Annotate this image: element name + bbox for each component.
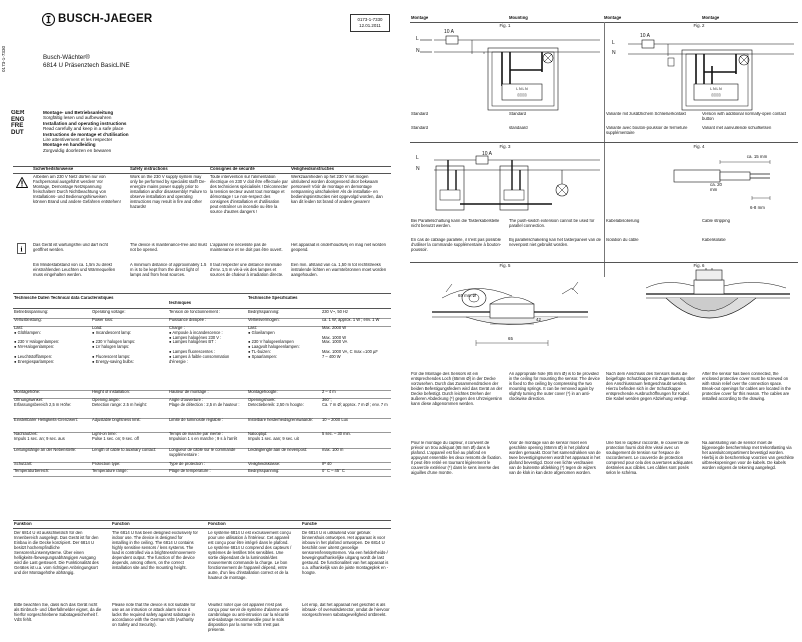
safety-text-dut-3: Een min. afstand van ca. 1,50 m tot rechtstreeks instralende lichten en warmtebronnen moet worden aangehouden. (291, 263, 387, 277)
safety-text-fre-2: L'appareil ne nécessite pas de maintenance et ne doit pas être ouvert. (210, 243, 283, 252)
tech-cell-r0-c1: Operating voltage: (92, 310, 126, 314)
cap3-fre: Kabelabisolierung (606, 219, 640, 223)
safety-text-eng-1: Work on the 230 V supply system may only be performed by specialist staff! De-energize mains power supply prior to installation and/or disassembly! Failure to observe installation and operating instructions may result in fire and other hazards! (130, 175, 207, 209)
tech-cell-r0-c2: Tension de fonctionnement : (169, 310, 221, 314)
tech-cell-r7-c2: Longueur de câble sur le commande supplémentaire : (169, 448, 236, 457)
tech-header-2: techniques (169, 301, 192, 305)
fig2-label: Fig. 2 (693, 23, 705, 28)
lang-fre: FRE (11, 122, 24, 130)
mount-text-eng-1: An appropriate hole (65 mm Ø) is to be provided in the ceiling for mounting the sensor. The device is fixed to the ceiling by compressing the two mounting springs. It can be removed again by slightly turning the outer cover (*) in an anti-clockwise direction. (509, 372, 600, 401)
tech-header-1: Technische Daten Technical data Caractéristiques (14, 296, 114, 300)
safety-text-dut-2: Het apparaat is onderhoudsvrij en mag niet worden geopend. (291, 243, 386, 252)
mount-header-eng: Mounting (509, 16, 528, 20)
doc-code: 0173-1-7330 (357, 17, 383, 22)
tech-cell-r5-c4: 10 – 2000 Lux (322, 418, 348, 422)
cap1b-eng: standaard (509, 126, 528, 130)
cap3b-dut: Kabelisolatie (702, 238, 726, 242)
cap1-dut: Version with additional normally-open contact button (702, 112, 787, 121)
safety-header-ger: Sicherheitshinweise (33, 167, 74, 171)
mount-text-eng-2: Voor de montage van de sensor moet een geschikte opening (65mm Ø) in het plafond worden gemaakt. Door het samendrukken van de twee bevestigingsveren wordt het apparaat in het plafond bevestigd. Door een lichte verdraaien van de buitenste afdekking (*) tegen de wijzers van de klok in kan deze afgenomen worden. (509, 441, 601, 475)
cap1b-dut: Variant met aanvullende schuifketsen (702, 126, 772, 130)
tech-cell-r1-c1: Power loss: (92, 318, 114, 322)
fig4-label: Fig. 4 (693, 144, 705, 149)
tech-cell-r9-c1: Temperature range: (92, 469, 128, 473)
fig4-dim1: ca. 15 mm (746, 154, 768, 159)
fig2-wiring-diagram (606, 30, 796, 112)
warning-triangle-icon (16, 177, 28, 188)
tech-cell-r9-c4: 0° C – 45° C (322, 469, 345, 473)
tech-cell-r6-c1: Light-on time: Pulse 1 sec. on; 9 sec. off (92, 432, 139, 441)
tech-cell-r3-c1: Height of installation: (92, 390, 131, 394)
cap3-eng: The push-switch extension cannot be used for parallel connection. (509, 219, 595, 228)
tech-cell-r1-c0: Verlustleistung: (14, 318, 42, 322)
cap1-eng: Standard (509, 112, 526, 116)
fig3-wiring-diagram (412, 150, 602, 214)
fig4-dim3: 6-8 mm (750, 205, 765, 210)
svg-text:i: i (20, 245, 23, 254)
tech-row-divider (13, 476, 391, 477)
function-text-ger-2: Bitte beachten Sie, dass sich das Gerät nicht als Einbruch- und Überfallmelder eignet, da die hierfür vorgeschriebene Sabotagesicherheit f. VdS fehlt. (14, 603, 102, 622)
tech-cell-r8-c1: Protection type: (92, 462, 121, 466)
tech-cell-r1-c3: Verliesvermogen: (248, 318, 280, 322)
function-text-dut-2: Let erop, dat het apparaat niet geschikt is als inbraak- of overvalsdetector, omdat de hiervoor voorgeschreven sabotagevellgheid ontbreekt. (302, 603, 390, 617)
tech-cell-r1-c2: Puissance dissipée : (169, 318, 207, 322)
mount-text-dut-1: After the sensor has been connected, the enclosed protective cover must be screwed on with strain relief over the connection space. Break-out openings for cables are located in the protective cover for this reason. The cables are installed according to the drawing. (702, 372, 791, 401)
lang-dut: DUT (11, 128, 24, 136)
fig3-fuse: 10 A (482, 151, 493, 157)
fig5-dim-42: 42 (536, 317, 541, 322)
busch-jaeger-logo-icon (42, 13, 55, 26)
cap1b-ger: Standard (411, 126, 428, 130)
mount-text-fre-1: Nach dem Anschluss des Sensors muss die beigefügte Schutzkappe mit Zugentlastung über den Anschlussraum festgeschraubt werden. Hierzu befinden sich in der Schutzkappe entsprechende Ausbruchöffnungen für Kabel. Die Kabel werden gegen Abziehung verlegt. (606, 372, 695, 401)
tech-cell-r4-c1: Opening angle: Detection range: 2.5 m height: (92, 398, 147, 407)
tech-cell-r5-c0: Einstellbarer Helligkeits-Grenzwert: (14, 418, 78, 422)
safety-text-eng-3: A minimum distance of approximately 1.5 m is to be kept from the direct light of lamps and from heat sources. (130, 263, 207, 277)
side-code: 0173-1-7330 (1, 45, 6, 72)
fig1-fuse: 10 A (444, 29, 455, 35)
tech-cell-r6-c0: Nachlaufzeit: Impuls 1 sec. an; 9 sec. aus (14, 432, 65, 441)
brand-name: BUSCH-JAEGER (58, 13, 153, 25)
function-text-fre-1: Le système 6814 U est exclusivement conçu pour une utilisation à l'intérieur. Cet appareil est conçu pour être intégré dans le plafond. Le système 6814 U comprend des capteurs / systèmes de lentilles très sensibles. Une sortie dépendant de la luminosité/des mouvements commande la charge. Le bon fonctionnement de l'appareil dépend, entre autre, d'un lieu d'installation correct et de la hauteur de montage. (208, 531, 292, 580)
tech-cell-r6-c3: Nalooptijd: Impuls 1 sec. aan; 9 sec. uit (248, 432, 299, 441)
mount-header-fre: Montage (604, 16, 622, 20)
tech-cell-r4-c2: Angle d'ouverture : Plage de détection : 2,5 m de hauteur : (169, 398, 240, 407)
tech-cell-r5-c3: Instelbare helderheidsgrenswaarde: (248, 418, 314, 422)
safety-text-ger-3: Ein Mindestabstand von ca. 1,5m zu direkt einstrahlenden Leuchten und Wärmequellen muss eingehalten werden. (33, 263, 116, 277)
tech-cell-r9-c2: Plage de température : (169, 469, 211, 473)
function-header-fre: Fonction (208, 522, 226, 526)
function-text-dut-1: De 6814 U is uitsluitend voor gebruik binnenshuis ontworpen. Het apparaat is voor inbouw in het plafond ontworpen. De 6814 U beschikt over uiterst gevoelige sensoren/lenssystemen. Via een helderheids-/ bewegingsafhankelijke uitgang wordt de last gestuurd. De functionaliteit van het apparaat is o.a. afhankelijk van de juiste montageplek en -hoogte. (302, 531, 389, 575)
mount-text-dut-2: Na aansluiting van de sensor moet de bijgevoegde beschermkap met trekontlasting via het aansluitcompartiment bevestigd worden. Hierbij is de beschermkap voorzien van geschikte uitbreekopeningen voor de kabels. De kabels worden volgens de tekening aangelegd. (702, 441, 794, 470)
function-header-dut: Functie (302, 522, 317, 526)
tech-cell-r0-c0: Betriebsspannung: (14, 310, 49, 314)
mount-header-dut: Montage (702, 16, 720, 20)
function-text-eng-2: Please note that the device is not suitable for use as an intrusion or attack alarm since it lacks the required safety against sabotage in accordance with the German VdS (Authority on Safety and Security). (112, 603, 196, 627)
lang-eng: ENG (11, 115, 25, 123)
tech-cell-r6-c2: Temps de marche par inertie : Impulsion 1 s en marche ; 9 s à l'arrêt (169, 432, 238, 441)
tech-cell-r0-c4: 230 V~, 50 Hz (322, 310, 349, 314)
svg-text:▯▯▯▯▯: ▯▯▯▯▯ (711, 93, 721, 97)
svg-text:▯▯▯▯▯: ▯▯▯▯▯ (517, 93, 527, 97)
fig2-fuse: 10 A (640, 33, 651, 39)
tech-cell-r2-c1: Load: ● Incandescent lamp: ● 230 V halogen lamps: ● LV halogen lamps: ● Fluorescent lamps: ● Energy-saving bulbs: (92, 326, 136, 364)
function-header-eng: Function (112, 522, 130, 526)
tech-cell-r3-c4: 2 – 4 m (322, 390, 336, 394)
safety-text-fre-1: Toute intervention sur l'alimentation électrique en 230 V doit être effectuée par des techniciens spécialisés ! Déconnecter la tension secteur avant tout montage et démontage ! Le non-respect des consignes d'installation et d'utilisation peut entraîner un incendie ou être la source d'autres dangers ! (210, 175, 288, 214)
fig3-N: N (416, 166, 420, 172)
cap1-fre: Variante mit zusätzlichem Schließerkontakt (606, 112, 686, 116)
cap3b-ger: En cas de câblage parallèle, il n'est pas possible d'utiliser la commande supplémentaire à bouton-poussoir. (411, 238, 502, 252)
cap3b-fre: Isolation du câble (606, 238, 639, 242)
tech-cell-r7-c0: Leitungslänge an der Nebenstelle: (14, 448, 77, 452)
fig1-label: Fig. 1 (499, 23, 511, 28)
tech-cell-r5-c1: Adjustable brightness limit: (92, 418, 141, 422)
fig4-dim2: ca. 20 mm (710, 182, 722, 192)
safety-header-fre: Consignes de sécurité (210, 167, 255, 171)
product-title: Busch-Wächter® 6814 U Präsenztech BasicLINE (43, 54, 130, 69)
mount-text-fre-2: Une fois le capteur raccordé, le couvercle de protection fourni doit être vissé avec un soulagement de tension sur l'espace de raccordement. Le couvercle de protection comprend pour cela des ouvertures adéquates destinées aux câbles. Les câbles sont posés selon le schéma. (606, 441, 693, 475)
cap3-dut: Cable stripping (702, 219, 730, 223)
safety-text-eng-2: The device is maintenance-free and must not be opened. (130, 243, 207, 252)
mount-header-ger: Montage (411, 16, 429, 20)
safety-text-ger-1: Arbeiten am 230 V Netz dürfen nur von Fachpersonal ausgeführt werden! Vor Montage, Demontage Netzspannung freischalten! Durch Nichtbeachtung von Installations- und Bedienungshinweisen können Brand und andere Gefahren entstehen! (33, 175, 121, 204)
tech-cell-r4-c4: 360°; Ca. 7 m Ø; approx. 7 m Ø ; env. 7 m (322, 398, 388, 407)
fig3-label: Fig. 3 (499, 144, 511, 149)
tech-cell-r9-c0: Temperaturbereich: (14, 469, 50, 473)
fig2-L: L (612, 40, 615, 46)
tech-cell-r2-c0: Last: ● Glühlampen: ● 230 V Halogenlampen: ● NV-Halogenlampen: ● Leuchtstofflampen: ● Energiesparlampen: (14, 326, 60, 364)
fig5-dim-65: 65 (508, 336, 513, 341)
tech-cell-r3-c2: Hauteur de montage : (169, 390, 209, 394)
function-text-eng-1: The 6814 U has been designed exclusively for indoor use. The device is designed for installing in the ceiling. The 6814 U contains highly sensitive sensors / lens systems. The load is controlled via a brightness/movement-dependent output. The function of the device depends, among others, on the correct installation site and the mounting height. (112, 531, 198, 570)
safety-text-fre-3: Il faut respecter une distance minimale d'env. 1,5 m vis-à-vis des lampes et sources de chaleur à irradiation directe. (210, 263, 284, 277)
tech-header-3: Technische Specificaties (248, 296, 298, 300)
tech-cell-r1-c4: ca. 1 W; approx. 1 W ; env. 1 W (322, 318, 380, 322)
svg-text:L N L N: L N L N (516, 87, 528, 91)
intro-block: GER ENG FRE DUT Montage- und Betriebsanleitung Sorgfältig lesen und aufbewahren Installation and operating instructions Read carefully and keep in a safe place Instructions de montage et d'utilisation Lire attentivement et les respecter Montage en handleiding Zorgvuldig doorlezen en bewaren (11, 110, 129, 153)
tech-cell-r2-c4: Max. 2000 W Max. 1000 W Max. 1000 VA Max. 1000 VA, C max =100 µF 7 – 400 W (322, 326, 378, 359)
mount-text-ger-2: Pour le montage du capteur, il convient de prévoir un trou adéquat (65 mm Ø) dans le plafond. L'appareil est fixé au plafond en appuyant ensemble les deux ressorts de fixation. Il peut être retiré en tournant légèrement le couvercle extérieur (*) dans le sens inverse des aiguilles d'une montre. (411, 441, 502, 475)
cap3-ger: Bei Parallelschaltung kann die Tasterkabelstelle nicht benutzt werden. (411, 219, 500, 228)
mount-text-ger-1: Für die Montage des Sensors ist ein entsprechendes Loch (65mm Ø) in der Decke vorzusehen. Durch das Zusammendrücken der beiden Befestigungsfedern wird das Gerät an der Decke befestigt. Durch leichtes Drehen der äußeren Abdeckung (*) gegen den Uhrzeigersinn kann diese abgenommen werden. (411, 372, 503, 406)
safety-header-dut: Veiligheidsinstructies (291, 167, 335, 171)
tech-cell-r4-c0: Öffnungswinkel: Erfassungsbereich 2,5 m Höhe: (14, 398, 72, 407)
tech-cell-r8-c3: Veiligheidsklasse: (248, 462, 281, 466)
function-text-fre-2: Veuillez noter que cet appareil n'est pas conçu pour servir de système d'alarme anti-cambriolage ou anti-intrusion car la sécurité anti-sabotage recommandée pour le sols disposition par la norme VdS n'est pas présente. (208, 603, 290, 632)
tech-cell-r4-c3: Openingshoek: Detectiebereik: 2,50 m hoogte: (248, 398, 304, 407)
tech-cell-r3-c0: Montagehöhe: (14, 390, 41, 394)
fig3-L: L (416, 155, 419, 161)
tech-cell-r8-c2: Type de protection : (169, 462, 205, 466)
cap1b-fre: Variante avec bouton-poussoir de fermeture supplémentaire (606, 126, 688, 135)
tech-cell-r8-c4: IP 40 (322, 462, 332, 466)
info-icon (17, 243, 26, 254)
fig6-label: Fig. 6 (693, 263, 705, 268)
lang-ger: GER (11, 110, 25, 116)
tech-cell-r2-c2: Charge : ● Ampoule à incandescence : ● Lampes halogènes 230 V : ● Lampes halogènes BT : ● Lampes fluorescentes : ● Lampes à faible consommation d'énergie : (169, 326, 230, 364)
fig2-N: N (612, 50, 616, 56)
safety-header-eng: Safety instructions (130, 167, 168, 171)
tech-cell-r9-c3: Bedrijfsspanning: (248, 469, 280, 473)
fig1-wiring-diagram (412, 30, 602, 112)
tech-cell-r8-c0: Schutzart: (14, 462, 33, 466)
fig6-protective-cover-diagram (606, 268, 796, 368)
tech-cell-r2-c3: Last: ● Gloeilampen ● 230 V halogeenlampen ● Laagvolt halogeenlampen: ● TL-buizen: ● Spaarlampen: (248, 326, 300, 359)
fig5-label: Fig. 5 (499, 263, 511, 268)
safety-text-dut-1: Werkzaamheden op het 230 V net mogen uitsluitend worden doorgevoerd door bekwaam personeel! Vóór de montage en demontage netspanning uitschakelen! Als de installatie- en bedieningsinstructies niet opgevolgd worden, dan kan dit leiden tot brand of andere gevaren! (291, 175, 383, 204)
fig5-diameter: 65 mm Ø (458, 293, 477, 298)
cap1-ger: Standard (411, 112, 428, 116)
fig1-N: N (416, 48, 420, 54)
tech-cell-r6-c4: 5 sec. – 30 min. (322, 432, 351, 436)
tech-cell-r0-c3: Bedrijfsspanning: (248, 310, 280, 314)
tech-cell-r7-c1: Length of cable to auxiliary contact: (92, 448, 157, 452)
fig5-ceiling-mount-diagram (412, 268, 602, 368)
tech-cell-r5-c2: Limite de luminosité réglable : (169, 418, 224, 422)
tech-cell-r3-c3: Montagehoogte: (248, 390, 278, 394)
fig1-L: L (416, 36, 419, 42)
function-header-ger: Funktion (14, 522, 32, 526)
safety-text-ger-2: Das Gerät ist wartungsfrei und darf nicht geöffnet werden. (33, 243, 108, 252)
tech-cell-r7-c3: Leidinglengte aan de nevenpost: (248, 448, 308, 452)
tech-cell-r7-c4: max. 100 m (322, 448, 344, 452)
svg-text:L N L N: L N L N (710, 87, 722, 91)
function-text-ger-1: Der 6814 U ist ausschließlich für den Innenbereich ausgelegt. Das Gerät ist für den Einbau in die Decke konzipiert. Der 6814 U besitzt hochempfindliche Sensoren/Linsensysteme. Über einen helligkeits-/bewegungsabhängigen Ausgang wird die Last gesteuert. Die Funktionalität des Gerätes ist u.a. vom richtigen Anbringungsort und der Montagehöhe abhängig. (14, 531, 99, 575)
cap3b-eng: Bij parallelschakeling kan het tasterpaneel van de nevenpost niet gebruikt worden. (509, 238, 601, 247)
doc-date: 12.01.2011 (359, 23, 381, 28)
doc-code-box (350, 14, 390, 32)
